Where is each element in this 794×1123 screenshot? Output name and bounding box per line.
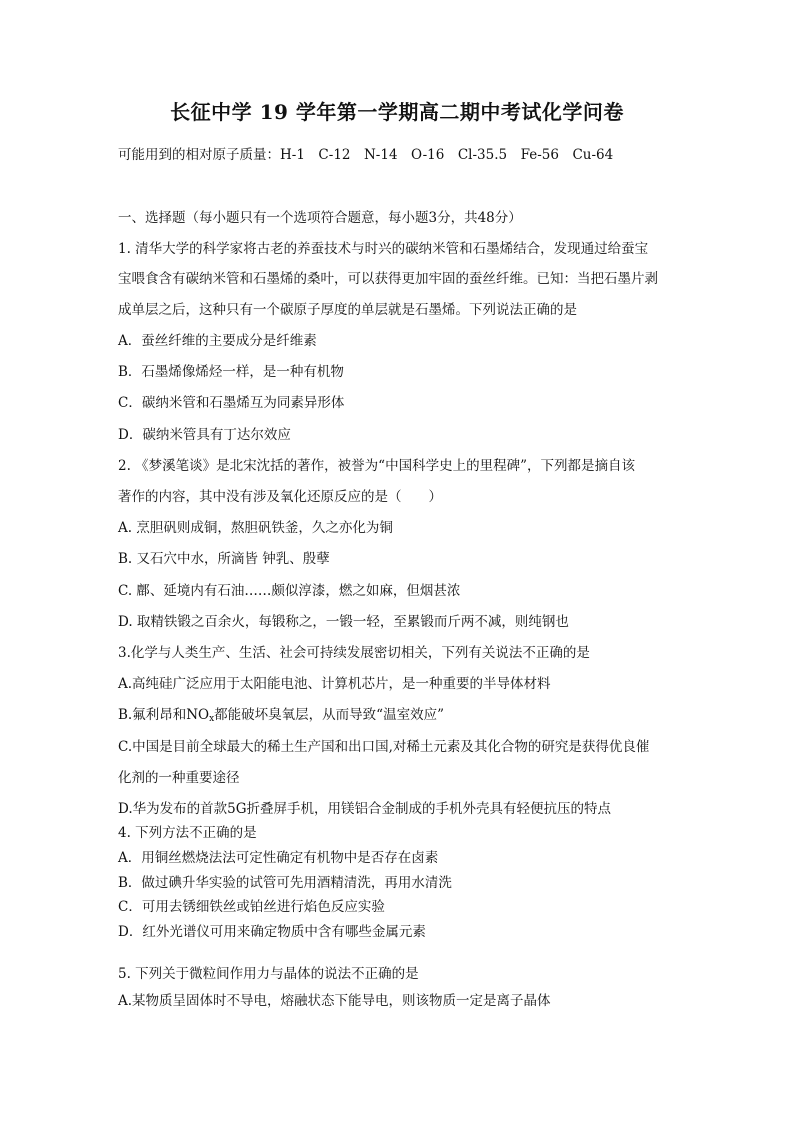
q3-option-b-subscript: x (209, 714, 215, 724)
q2-option-d: D. 取精铁锻之百余火，每锻称之，一锻一轻，至累锻而斤两不减，则纯钢也 (118, 614, 569, 630)
q2-option-b: B. 又石穴中水，所滴皆 钟乳、殷孽 (118, 551, 330, 567)
q1-option-d: D．碳纳米管具有丁达尔效应 (118, 427, 291, 443)
q2-option-c: C. 鄜、延境内有石油……颇似淳漆，燃之如麻，但烟甚浓 (118, 583, 461, 599)
q3-option-b-post: 都能破坏臭氧层，从而导致“温室效应” (214, 707, 444, 723)
q5-stem: 5. 下列关于微粒间作用力与晶体的说法不正确的是 (118, 966, 419, 982)
section-heading: 一、选择题（每小题只有一个选项符合题意，每小题3分，共48分） (118, 210, 522, 226)
q1-option-b: B．石墨烯像烯烃一样，是一种有机物 (118, 364, 344, 380)
q4-option-c: C．可用去锈细铁丝或铂丝进行焰色反应实验 (118, 899, 385, 915)
q1-stem-line-2: 宝喂食含有碳纳米管和石墨烯的桑叶，可以获得更加牢固的蚕丝纤维。已知：当把石墨片剥 (118, 271, 658, 287)
q4-option-a: A．用铜丝燃烧法法可定性确定有机物中是否存在卤素 (118, 850, 439, 866)
q1-option-a: A．蚕丝纤维的主要成分是纤维素 (118, 333, 317, 349)
q3-option-b (118, 706, 718, 728)
q1-option-c: C．碳纳米管和石墨烯互为同素异形体 (118, 395, 345, 411)
q3-option-a: A.高纯硅广泛应用于太阳能电池、计算机芯片，是一种重要的半导体材料 (118, 676, 551, 692)
q1-stem-line-1: 1. 清华大学的科学家将古老的养蚕技术与时兴的碳纳米管和石墨烯结合，发现通过给蚕宝 (118, 241, 649, 257)
q3-option-c-line-1: C.中国是目前全球最大的稀土生产国和出口国,对稀土元素及其化合物的研究是获得优良催 (118, 739, 650, 755)
q3-option-d: D.华为发布的首款5G折叠屏手机，用镁铝合金制成的手机外壳具有轻便抗压的特点 (118, 801, 612, 817)
q4-stem: 4. 下列方法不正确的是 (118, 825, 257, 841)
atomic-mass-line: 可能用到的相对原子质量：H-1 C-12 N-14 O-16 Cl-35.5 Fe-56 Cu-64 (118, 147, 614, 163)
q4-option-d: D．红外光谱仪可用来确定物质中含有哪些金属元素 (118, 924, 426, 940)
q2-option-a: A. 烹胆矾则成铜，熬胆矾铁釜，久之亦化为铜 (118, 520, 393, 536)
q2-stem-line-1: 2. 《梦溪笔谈》是北宋沈括的著作，被誉为“中国科学史上的里程碑”，下列都是摘自该 (118, 458, 635, 474)
q4-option-b: B．做过碘升华实验的试管可先用酒精清洗，再用水清洗 (118, 875, 452, 891)
q1-stem-line-3: 成单层之后，这种只有一个碳原子厚度的单层就是石墨烯。下列说法正确的是 (118, 302, 577, 318)
q3-option-c-line-2: 化剂的一种重要途径 (118, 770, 240, 786)
q5-option-a: A.某物质呈固体时不导电，熔融状态下能导电，则该物质一定是离子晶体 (118, 993, 551, 1009)
q3-option-b-pre: B.氟利昂和NO (118, 707, 210, 723)
q2-stem-line-2: 著作的内容，其中没有涉及氧化还原反应的是（ ） (118, 489, 442, 505)
q3-stem: 3.化学与人类生产、生活、社会可持续发展密切相关，下列有关说法不正确的是 (118, 645, 590, 661)
page-title: 长征中学 19 学年第一学期高二期中考试化学问卷 (170, 100, 624, 124)
